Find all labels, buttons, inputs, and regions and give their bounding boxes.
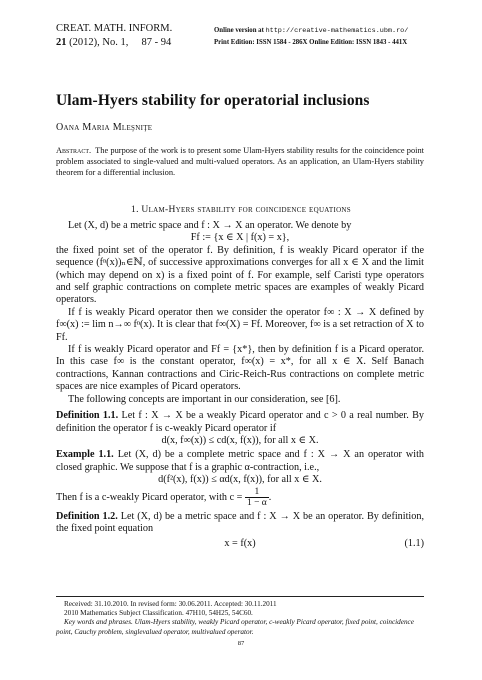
equation-1-1 xyxy=(56,538,424,550)
paper-title: Ulam-Hyers stability for operatorial inclusions xyxy=(56,92,370,109)
equation-fixed-point-set: Ff := {x ∈ X | f(x) = x}, xyxy=(190,232,290,244)
issn-line: Print Edition: ISSN 1584 - 286X Online Edition: ISSN 1843 - 441X xyxy=(214,39,408,46)
keywords: Key words and phrases. Ulam-Hyers stability, weakly Picard operator, c-weakly Picard operator, fixed point, coincidence point, Cauchy problem, singlevalued operator, multivalued operator. xyxy=(56,618,414,636)
definition-1-2-label: Definition 1.2. xyxy=(56,510,118,522)
definition-1-1-text: Let f : X → X be a weakly Picard operator and c > 0 a real number. By definition the operator f is c-weakly Picard operator if xyxy=(56,410,424,434)
body-text xyxy=(56,220,424,554)
paragraph-picard: If f is weakly Picard operator and Ff = {x*}, then by definition f is a Picard operator. In this case f∞ is the constant operator, f∞(x) = x*, for all x ∈ X. Self Banach contractions, Kannan contractions and Ciric-Reich-Rus contractions on complete metric spaces are nice examples of Picard operators. xyxy=(56,344,424,393)
edition-info xyxy=(214,25,408,49)
footnotes xyxy=(56,600,424,637)
fraction-c xyxy=(245,487,269,508)
abstract-text: The purpose of the work is to present some Ulam-Hyers stability results for the coincidence point problem associated to single-valued and multi-valued operators. As an application, an Ulam-Hyers stability theorem for a differential inclusion. xyxy=(56,146,424,177)
equation-1-1-body: x = f(x) xyxy=(224,538,256,550)
paragraph-then-c: Then f is a c-weakly Picard operator, with c = $\frac{1}{1 - \alpha}$ . xyxy=(56,486,272,508)
then-c-prefix: Then f is a c-weakly Picard operator, with c = xyxy=(56,491,243,503)
paragraph-weakly-picard: the fixed point set of the operator f. By definition, f is weakly Picard operator if the sequence (fⁿ(x))ₙ∈ℕ, of successive approximations converges for all x ∈ X and the limit (which may depend on x) is a fixed point of f. For example, self Caristi type operators and self graphic contractions on complete metric spaces are examples of weakly Picard operators. xyxy=(56,244,424,306)
abstract xyxy=(56,146,424,178)
equation-1-1-number: (1.1) xyxy=(404,538,424,550)
definition-1-1-label: Definition 1.1. xyxy=(56,410,119,422)
page-range: 87 - 94 xyxy=(141,37,172,48)
paragraph-intro: Let (X, d) be a metric space and f : X → X an operator. We denote by xyxy=(68,220,352,231)
definition-1-2 xyxy=(56,511,424,536)
issue-info: (2012), No. 1, xyxy=(69,37,129,48)
paper-author: Oana Maria Mleşniţe xyxy=(56,122,153,133)
received-dates: Received: 31.10.2010. In revised form: 30.06.2011. Accepted: 30.11.2011 xyxy=(64,600,277,608)
fraction-numerator: 1 xyxy=(245,487,269,498)
abstract-label: Abstract. xyxy=(56,146,92,155)
equation-graphic-contraction: d(f²(x), f(x)) ≤ αd(x, f(x)), for all x ∈ X. xyxy=(158,474,322,486)
example-1-1 xyxy=(56,449,424,474)
paragraph-concepts: The following concepts are important in our consideration, see [6]. xyxy=(68,393,341,405)
example-1-1-text: Let (X, d) be a complete metric space and f : X → X an operator with closed graphic. We suppose that f is a graphic α-contraction, i.e., xyxy=(56,449,425,473)
volume-line xyxy=(56,36,172,50)
footnote-divider xyxy=(56,596,424,597)
online-version-line xyxy=(214,25,408,37)
definition-1-1 xyxy=(56,410,424,435)
online-url-link[interactable]: http://creative-mathematics.ubm.ro/ xyxy=(265,27,409,35)
section-heading: 1. Ulam-Hyers stability for coincidence equations xyxy=(131,205,351,215)
journal-name: CREAT. MATH. INFORM. xyxy=(56,23,173,34)
journal-header xyxy=(56,22,172,50)
fraction-denominator: 1 − α xyxy=(246,497,267,508)
page-number: 87 xyxy=(237,640,245,647)
volume-number: 21 xyxy=(56,37,67,48)
equation-c-weakly: d(x, f∞(x)) ≤ cd(x, f(x)), for all x ∈ X. xyxy=(161,434,319,446)
definition-1-2-text: Let (X, d) be a metric space and f : X → X be an operator. By definition, the fixed point equation xyxy=(56,510,424,534)
paragraph-f-infinity: If f is weakly Picard operator then we consider the operator f∞ : X → X defined by f∞(x) := lim n→∞ fⁿ(x). It is clear that f∞(X) = Ff. Moreover, f∞ is a set retraction of X to Ff. xyxy=(56,306,424,343)
msc-classification: 2010 Mathematics Subject Classification. 47H10, 54H25, 54C60. xyxy=(64,609,253,618)
online-prefix: Online version at xyxy=(214,27,264,34)
example-1-1-label: Example 1.1. xyxy=(56,449,114,461)
